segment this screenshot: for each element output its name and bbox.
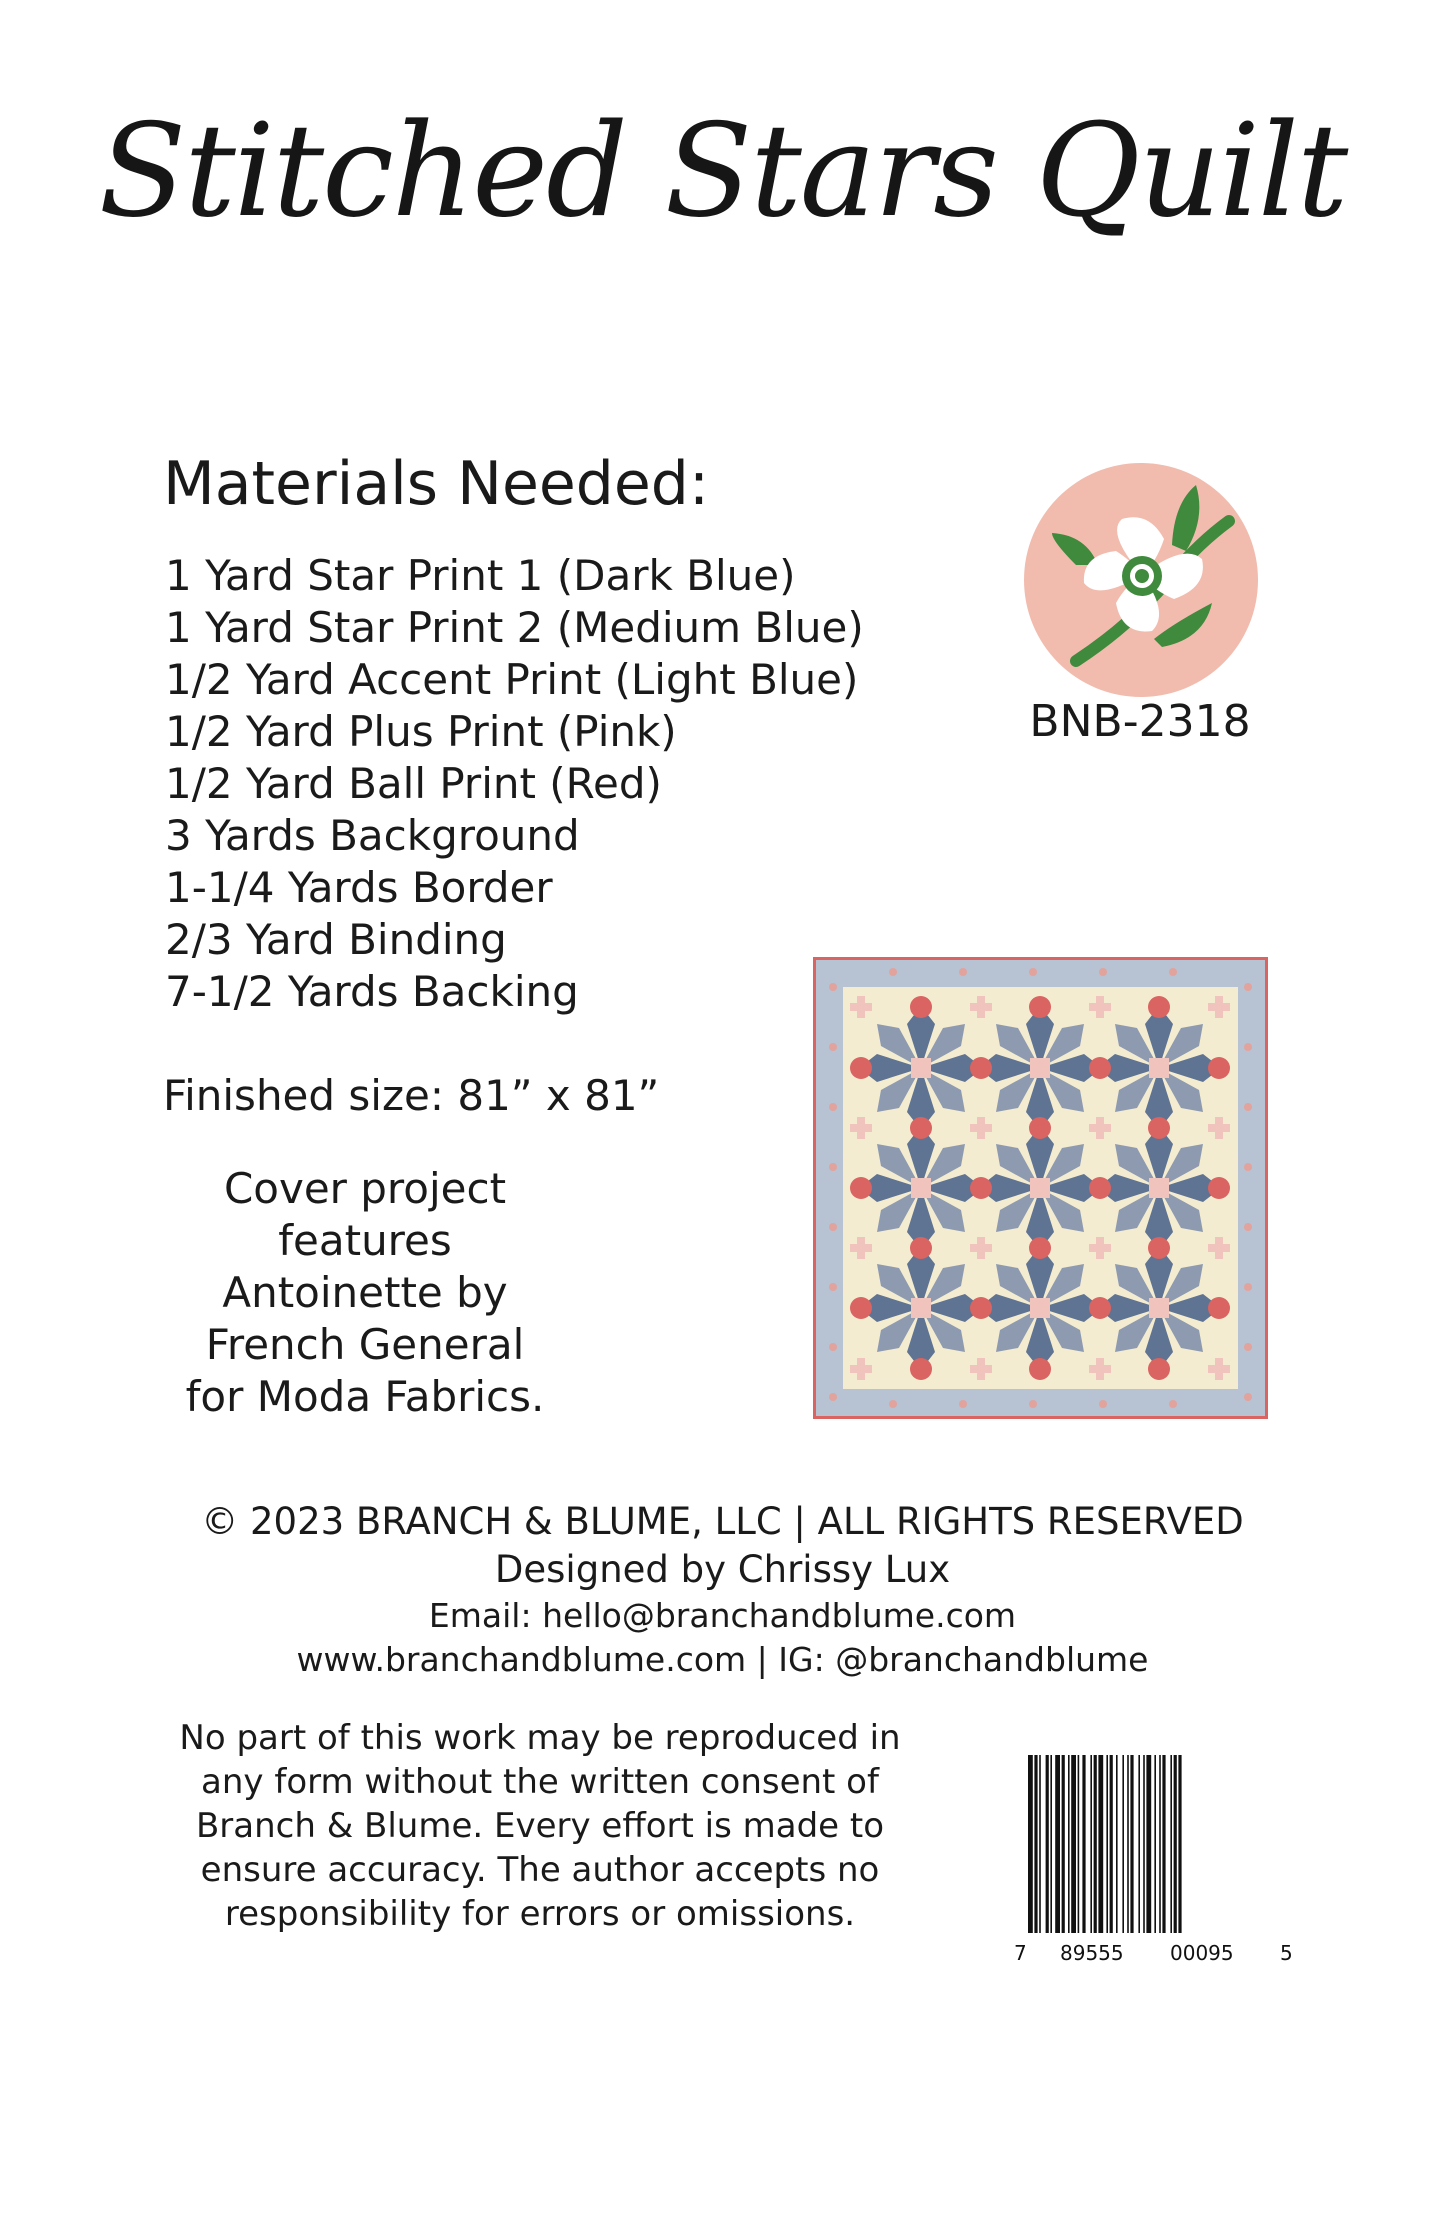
barcode-digit: 89555: [1060, 1941, 1124, 1965]
barcode-bar: [1050, 1755, 1052, 1933]
material-item: 1/2 Yard Ball Print (Red): [165, 759, 662, 808]
barcode-bar: [1034, 1755, 1037, 1933]
material-item: 3 Yards Background: [165, 811, 580, 860]
barcode-bar: [1082, 1755, 1085, 1933]
cover-note-line: French General: [205, 1320, 525, 1369]
barcode-bar: [1154, 1755, 1156, 1933]
designer-credit: Designed by Chrissy Lux: [494, 1548, 951, 1591]
disclaimer-line: Branch & Blume. Every effort is made to: [195, 1806, 885, 1846]
barcode-bar: [1178, 1755, 1181, 1933]
barcode-bar: [1170, 1755, 1172, 1933]
pattern-number: BNB-2318: [1029, 696, 1251, 747]
cover-note-line: Cover project: [223, 1164, 507, 1213]
barcode-bar: [1046, 1755, 1049, 1933]
barcode-bar: [1106, 1755, 1108, 1933]
email: Email: hello@branchandblume.com: [428, 1596, 1017, 1635]
barcode: [1010, 1755, 1300, 1975]
barcode-bar: [1055, 1755, 1060, 1933]
barcode-bar: [1039, 1755, 1041, 1933]
barcode-bar: [1078, 1755, 1080, 1933]
barcode-bar: [1143, 1755, 1145, 1933]
disclaimer-line: responsibility for errors or omissions.: [224, 1894, 856, 1934]
materials-heading: Materials Needed:: [163, 449, 710, 519]
barcode-bar: [1127, 1755, 1129, 1933]
cover-note-line: features: [278, 1216, 452, 1265]
disclaimer: [150, 1716, 930, 1936]
quilt-image: [813, 957, 1268, 1419]
cover-note-line: Antoinette by: [222, 1268, 508, 1317]
disclaimer-line: ensure accuracy. The author accepts no: [200, 1850, 880, 1890]
disclaimer-line: No part of this work may be reproduced in: [179, 1718, 901, 1758]
finished-size: Finished size: 81” x 81”: [163, 1071, 660, 1120]
barcode-bar: [1071, 1755, 1076, 1933]
material-item: 1 Yard Star Print 2 (Medium Blue): [165, 603, 864, 652]
barcode-bar: [1174, 1755, 1177, 1933]
barcode-bar: [1159, 1755, 1161, 1933]
barcode-bar: [1062, 1755, 1065, 1933]
cover-note-line: for Moda Fabrics.: [185, 1372, 545, 1421]
barcode-bar: [1116, 1755, 1118, 1933]
barcode-bar: [1090, 1755, 1092, 1933]
material-item: 2/3 Yard Binding: [165, 915, 507, 964]
dogwood-flower-icon: [1024, 463, 1258, 697]
barcode-bar: [1130, 1755, 1133, 1933]
footer-credits: [0, 1498, 1445, 1682]
barcode-bar: [1122, 1755, 1124, 1933]
material-item: 7-1/2 Yards Backing: [165, 967, 579, 1016]
cover-note: [165, 1163, 565, 1423]
barcode-bar: [1110, 1755, 1113, 1933]
material-item: 1/2 Yard Plus Print (Pink): [165, 707, 677, 756]
barcode-digit: 00095: [1170, 1941, 1234, 1965]
barcode-bar: [1068, 1755, 1070, 1933]
pattern-title: Stitched Stars Quilt: [98, 97, 1347, 246]
barcode-bar: [1028, 1755, 1033, 1933]
barcode-digit: 5: [1280, 1941, 1293, 1965]
barcode-bar: [1138, 1755, 1140, 1933]
materials-list: [165, 550, 864, 1018]
disclaimer-line: any form without the written consent of: [201, 1762, 879, 1802]
barcode-bar: [1094, 1755, 1097, 1933]
material-item: 1-1/4 Yards Border: [165, 863, 553, 912]
barcode-bar: [1098, 1755, 1103, 1933]
website-social: www.branchandblume.com | IG: @branchandblume: [296, 1640, 1149, 1679]
barcode-bar: [1146, 1755, 1151, 1933]
barcode-bar: [1162, 1755, 1165, 1933]
copyright: © 2023 BRANCH & BLUME, LLC | ALL RIGHTS RESERVED: [201, 1500, 1244, 1543]
barcode-digit: 7: [1014, 1941, 1027, 1965]
material-item: 1 Yard Star Print 1 (Dark Blue): [165, 551, 796, 600]
material-item: 1/2 Yard Accent Print (Light Blue): [165, 655, 859, 704]
